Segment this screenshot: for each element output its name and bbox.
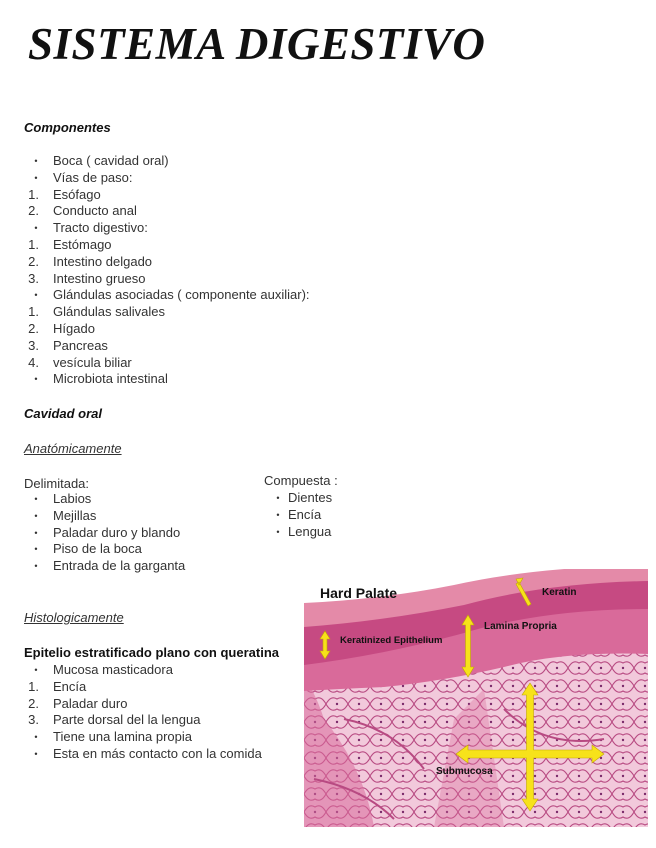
componentes-list-item — [24, 287, 310, 304]
hard-palate-histology-image — [304, 569, 648, 827]
figure-title: Hard Palate — [320, 585, 398, 601]
componentes-list-text: Estómago — [53, 236, 112, 252]
componentes-list-text: Intestino grueso — [53, 270, 146, 286]
epitelio-list-item — [24, 662, 262, 679]
componentes-list-item — [24, 187, 310, 204]
delimitada-list — [24, 491, 185, 575]
submucosa-label: Submucosa — [436, 766, 493, 777]
componentes-list-marker: 2. — [28, 320, 39, 336]
epitelio-list-marker: • — [34, 665, 38, 675]
componentes-list-text: Hígado — [53, 320, 95, 336]
epitelio-list-marker: 1. — [28, 678, 39, 694]
epitelio-list-marker: 3. — [28, 712, 39, 728]
delimitada-list-item — [24, 558, 185, 575]
componentes-list-item — [24, 220, 310, 237]
subheading-histologicamente: Histologicamente — [24, 610, 124, 625]
compuesta-list-marker: • — [276, 493, 280, 503]
componentes-list-text: Glándulas asociadas ( componente auxiliar): — [53, 287, 310, 303]
delimitada-list-item — [24, 491, 185, 508]
delimitada-list-item — [24, 525, 185, 542]
delimitada-list-marker: • — [34, 544, 38, 555]
componentes-list-text: Tracto digestivo: — [53, 220, 148, 236]
delimitada-list-text: Mejillas — [53, 507, 97, 523]
componentes-list-marker: 3. — [28, 337, 39, 353]
componentes-list-marker: • — [34, 223, 38, 234]
section-heading-cavidad-oral: Cavidad oral — [24, 406, 103, 421]
compuesta-list-item — [266, 490, 332, 507]
componentes-list-item — [24, 271, 310, 288]
componentes-list-text: Intestino delgado — [53, 253, 153, 269]
keratin-label: Keratin — [542, 587, 577, 598]
componentes-list-marker: • — [34, 290, 38, 301]
componentes-list-text: Vías de paso: — [53, 169, 133, 185]
delimitada-list-marker: • — [34, 494, 38, 504]
componentes-list-item — [24, 371, 310, 388]
componentes-list-marker: 1. — [28, 186, 39, 202]
componentes-list-item — [24, 254, 310, 271]
compuesta-list-text: Dientes — [288, 490, 333, 505]
componentes-list-marker: • — [34, 374, 38, 385]
delimitada-list-marker: • — [34, 527, 38, 538]
epitelio-list-item — [24, 696, 262, 713]
componentes-list-text: Conducto anal — [53, 203, 137, 219]
componentes-list-item — [24, 355, 310, 372]
componentes-list-marker: 2. — [28, 203, 39, 219]
epitelio-list-text: Mucosa masticadora — [53, 662, 173, 677]
componentes-list-item — [24, 170, 310, 187]
epitelio-list — [24, 662, 262, 763]
compuesta-list-marker: • — [276, 526, 280, 537]
epitelio-label: Epitelio estratificado plano con queratina — [24, 645, 279, 660]
componentes-list-text: Microbiota intestinal — [53, 371, 168, 387]
delimitada-list-marker: • — [34, 510, 38, 521]
componentes-list-item — [24, 203, 310, 220]
epitelio-list-text: Tiene una lamina propia — [53, 729, 192, 745]
componentes-list-text: Glándulas salivales — [53, 304, 166, 320]
page-title: SISTEMA DIGESTIVO — [28, 19, 486, 69]
componentes-list-item — [24, 153, 310, 170]
componentes-list-marker: 4. — [28, 354, 39, 370]
compuesta-list-marker: • — [276, 509, 280, 520]
epitelio-list-text: Esta en más contacto con la comida — [53, 745, 262, 761]
compuesta-list-text: Encía — [288, 506, 322, 522]
section-heading-componentes: Componentes — [24, 120, 111, 135]
epitelio-list-marker: • — [34, 748, 38, 759]
delimitada-list-text: Entrada de la garganta — [53, 558, 186, 574]
compuesta-list-text: Lengua — [288, 523, 332, 539]
delimitada-list-item — [24, 541, 185, 558]
componentes-list-item — [24, 237, 310, 254]
epitelio-list-marker: • — [34, 732, 38, 743]
epitelio-list-marker: 2. — [28, 695, 39, 711]
lamina-propria-label: Lamina Propria — [484, 621, 557, 632]
keratinized-epithelium-label: Keratinized Epithelium — [340, 635, 443, 646]
epitelio-list-text: Encía — [53, 678, 87, 694]
delimitada-list-text: Labios — [53, 491, 92, 506]
componentes-list — [24, 153, 310, 388]
compuesta-list-item — [266, 507, 332, 524]
compuesta-label: Compuesta : — [264, 473, 338, 488]
componentes-list-text: Esófago — [53, 186, 101, 202]
delimitada-list-text: Piso de la boca — [53, 541, 142, 557]
componentes-list-text: Boca ( cavidad oral) — [53, 153, 169, 168]
epitelio-list-text: Paladar duro — [53, 695, 128, 711]
componentes-list-marker: 3. — [28, 270, 39, 286]
componentes-list-marker: • — [34, 156, 38, 166]
epitelio-list-item — [24, 729, 262, 746]
componentes-list-marker: 2. — [28, 253, 39, 269]
epitelio-list-text: Parte dorsal del la lengua — [53, 712, 201, 728]
componentes-list-item — [24, 304, 310, 321]
componentes-list-item — [24, 321, 310, 338]
delimitada-list-text: Paladar duro y blando — [53, 524, 181, 540]
compuesta-list — [266, 490, 332, 540]
subheading-anatomicamente: Anatómicamente — [24, 441, 122, 456]
epitelio-list-item — [24, 679, 262, 696]
componentes-list-marker: • — [34, 172, 38, 183]
componentes-list-marker: 1. — [28, 304, 39, 320]
delimitada-list-marker: • — [34, 561, 38, 572]
componentes-list-text: Pancreas — [53, 337, 108, 353]
componentes-list-text: vesícula biliar — [53, 354, 132, 370]
delimitada-label: Delimitada: — [24, 476, 90, 491]
epitelio-list-item — [24, 746, 262, 763]
delimitada-list-item — [24, 508, 185, 525]
componentes-list-item — [24, 338, 310, 355]
componentes-list-marker: 1. — [28, 236, 39, 252]
epitelio-list-item — [24, 712, 262, 729]
compuesta-list-item — [266, 524, 332, 541]
